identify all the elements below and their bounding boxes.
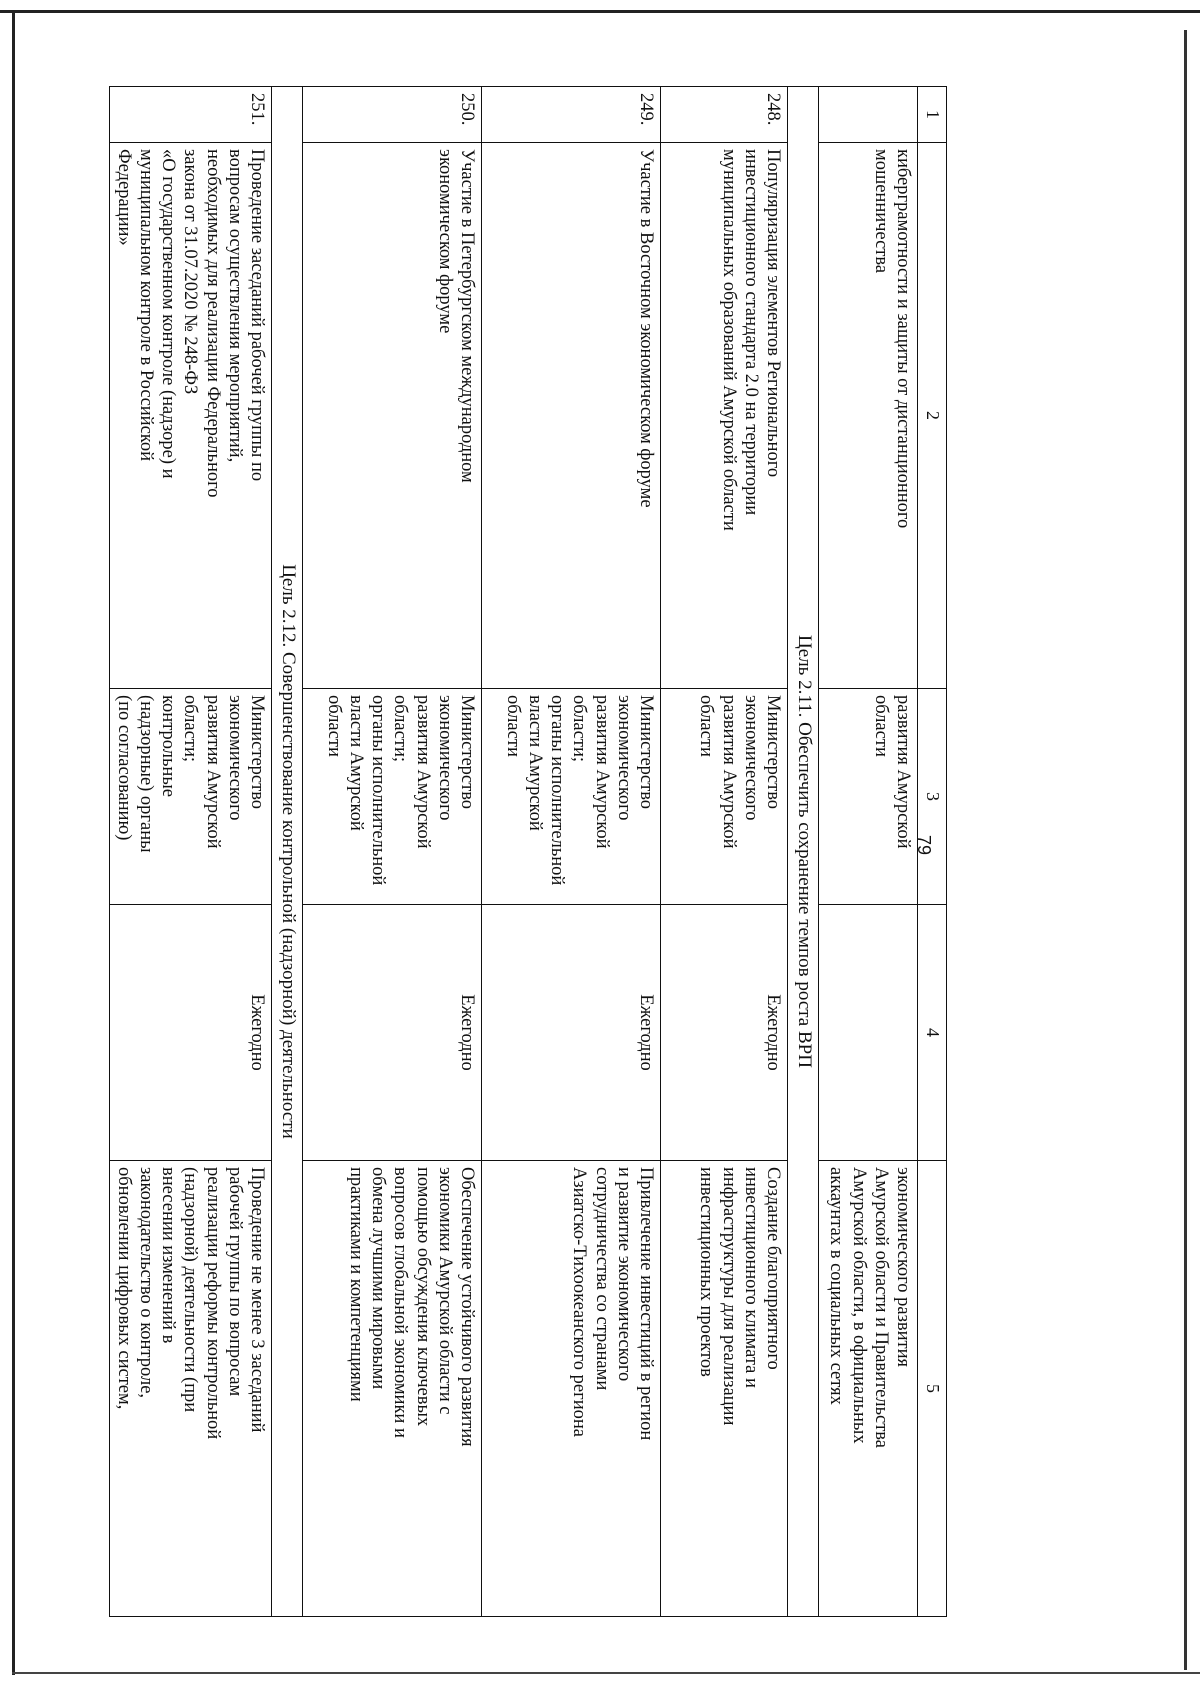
- sheet-edge-top: [0, 10, 1200, 13]
- executor-cell: развития Амурской области: [819, 689, 918, 905]
- header-cell: 1: [918, 87, 947, 143]
- event-cell: Участие в Восточном экономическом форуме: [482, 143, 661, 689]
- row-number: [819, 87, 918, 143]
- table-row: [661, 87, 788, 1617]
- executor-cell: Министерство экономического развития Амурской области; органы исполнительной власти Амурской области: [482, 689, 661, 905]
- result-cell: Обеспечение устойчивого развития экономики Амурской области с помощью обсуждения ключевых вопросов глобальной экономики и обмена лучшими мировыми практиками и компетенциями: [303, 1161, 482, 1617]
- goal-title: Цель 2.11. Обеспечить сохранение темпов роста ВРП: [788, 87, 819, 1617]
- event-cell: Популяризация элементов Регионального инвестиционного стандарта 2.0 на территории муниципальных образований Амурской области: [661, 143, 788, 689]
- header-cell: 2: [918, 143, 947, 689]
- executor-cell: Министерство экономического развития Амурской области; органы исполнительной власти Амурской области: [303, 689, 482, 905]
- sheet-edge-left: [12, 10, 15, 1675]
- header-cell: 4: [918, 905, 947, 1161]
- result-cell: Привлечение инвестиций в регион и развитие экономического сотрудничества со странами Азиатско-Тихоокеанского региона: [482, 1161, 661, 1617]
- header-row: [918, 87, 947, 1617]
- executor-cell: Министерство экономического развития Амурской области; контрольные (надзорные) органы (по согласованию): [109, 689, 271, 905]
- period-cell: Ежегодно: [109, 905, 271, 1161]
- result-cell: экономического развития Амурской области и Правительства Амурской области, в официальных аккаунтах в социальных сетях: [819, 1161, 918, 1617]
- period-cell: [819, 905, 918, 1161]
- period-cell: Ежегодно: [482, 905, 661, 1161]
- table-row: [109, 87, 271, 1617]
- event-cell: Участие в Петербургском международном экономическом форуме: [303, 143, 482, 689]
- goal-title: Цель 2.12. Совершенствование контрольной (надзорной) деятельности: [272, 87, 303, 1617]
- table-row-continued: [819, 87, 918, 1617]
- table-row: [303, 87, 482, 1617]
- executor-cell: Министерство экономического развития Амурской области: [661, 689, 788, 905]
- rotated-page: [113, 86, 947, 1616]
- row-number: 249.: [482, 87, 661, 143]
- plan-table: [109, 86, 947, 1617]
- period-cell: Ежегодно: [303, 905, 482, 1161]
- row-number: 248.: [661, 87, 788, 143]
- row-number: 251.: [109, 87, 271, 143]
- period-cell: Ежегодно: [661, 905, 788, 1161]
- event-cell: киберграмотности и защиты от дистанционного мошенничества: [819, 143, 918, 689]
- page-number: 79: [914, 834, 934, 856]
- header-cell: 3: [918, 689, 947, 905]
- row-number: 250.: [303, 87, 482, 143]
- header-cell: 5: [918, 1161, 947, 1617]
- goal-row-2-11: [788, 87, 819, 1617]
- sheet-edge-bottom: [12, 1672, 1200, 1674]
- table-row: [482, 87, 661, 1617]
- result-cell: Проведение не менее 3 заседаний рабочей группы по вопросам реализации реформы контрольной (надзорной) деятельности (при внесении изменений в законодательство о контроле, обновлении цифровых систем,: [109, 1161, 271, 1617]
- goal-row-2-12: [272, 87, 303, 1617]
- event-cell: Проведение заседаний рабочей группы по вопросам осуществления мероприятий, необходимых для реализации Федерального закона от 31.07.2020 № 248-ФЗ «О государственном контроле (надзоре) и муниципальном контроле в Российской Федерации»: [109, 143, 271, 689]
- sheet-edge-right: [1184, 30, 1187, 1670]
- result-cell: Создание благоприятного инвестиционного климата и инфраструктуры для реализации инвестиционных проектов: [661, 1161, 788, 1617]
